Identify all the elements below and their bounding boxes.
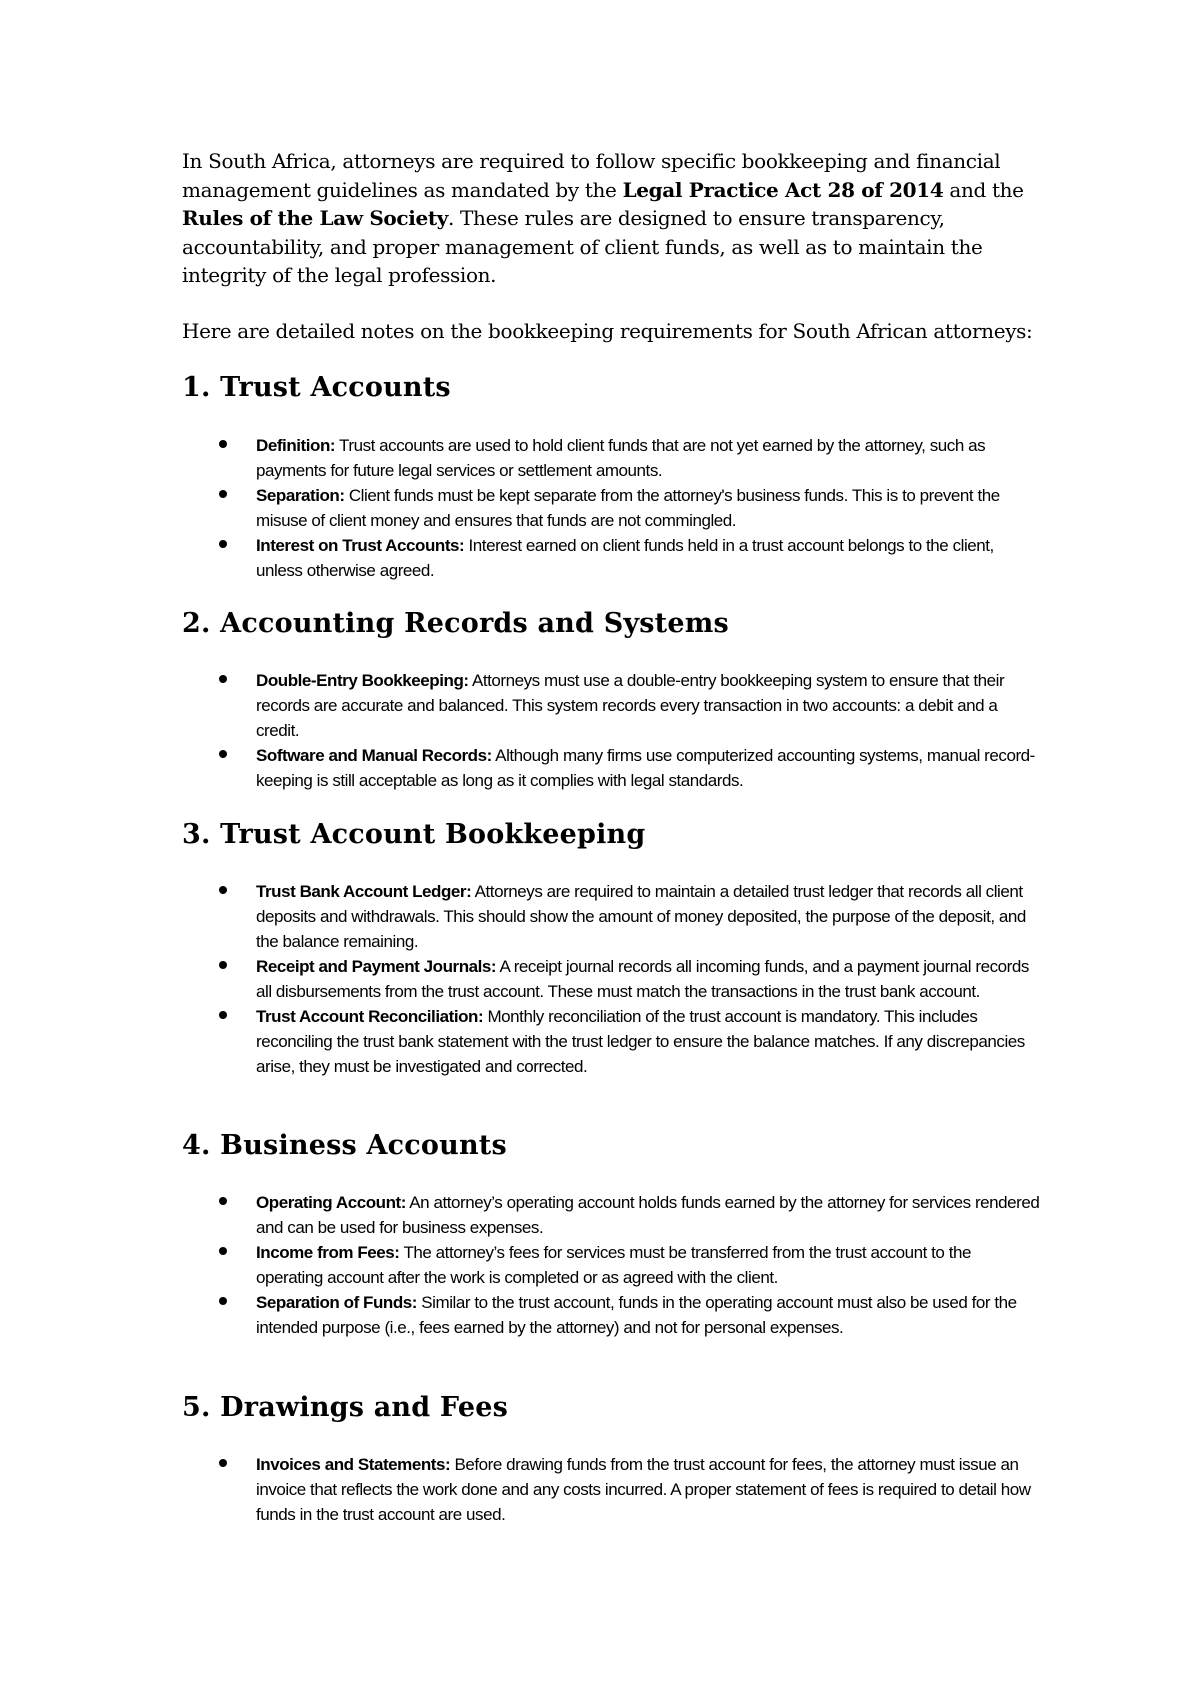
intro-text: and the: [943, 177, 1024, 202]
item-term: Separation of Funds:: [256, 1293, 418, 1312]
bullet-icon: [219, 1011, 227, 1019]
list-item: [182, 533, 1042, 583]
list-item: [182, 1290, 1042, 1340]
item-text: Although many firms use computerized accounting systems, manual record-keeping is still acceptable as long as it complies with legal standards.: [256, 746, 1035, 790]
item-text: Trust accounts are used to hold client funds that are not yet earned by the attorney, such as payments for future legal services or settlement amounts.: [256, 436, 986, 480]
section-heading: 5. Drawings and Fees: [182, 1392, 508, 1423]
item-text: An attorney’s operating account holds funds earned by the attorney for services rendered and can be used for business expenses.: [256, 1193, 1040, 1237]
act-name: Legal Practice Act 28 of 2014: [622, 177, 944, 202]
item-text: Attorneys are required to maintain a detailed trust ledger that records all client deposits and withdrawals. This should show the amount of money deposited, the purpose of the deposit, and the balance remaining.: [256, 882, 1026, 951]
item-text: Monthly reconciliation of the trust account is mandatory. This includes reconciling the trust bank statement with the trust ledger to ensure the balance matches. If any discrepancies arise, they must be investigated and corrected.: [256, 1007, 1025, 1076]
item-term: Software and Manual Records:: [256, 746, 492, 765]
item-term: Interest on Trust Accounts:: [256, 536, 465, 555]
bullet-icon: [219, 1247, 227, 1255]
item-text: Interest earned on client funds held in a trust account belongs to the client, unless otherwise agreed.: [256, 536, 994, 580]
bullet-icon: [219, 1197, 227, 1205]
item-term: Double-Entry Bookkeeping:: [256, 671, 469, 690]
section-heading: 3. Trust Account Bookkeeping: [182, 819, 646, 850]
item-term: Invoices and Statements:: [256, 1455, 451, 1474]
bullet-icon: [219, 1459, 227, 1467]
item-text: The attorney’s fees for services must be transferred from the trust account to the operating account after the work is completed or as agreed with the client.: [256, 1243, 971, 1287]
list-item: [182, 954, 1042, 1004]
list-item: [182, 1452, 1042, 1527]
bullet-icon: [219, 750, 227, 758]
item-term: Receipt and Payment Journals:: [256, 957, 497, 976]
section-heading: 4. Business Accounts: [182, 1130, 507, 1161]
section-list: [182, 1452, 1042, 1527]
bullet-icon: [219, 440, 227, 448]
intro-text: In South Africa, attorneys are required to follow specific bookkeeping and financial management guidelines as mandated by the: [182, 149, 1001, 202]
item-term: Trust Account Reconciliation:: [256, 1007, 484, 1026]
section-list: [182, 1190, 1042, 1340]
bullet-icon: [219, 490, 227, 498]
bullet-icon: [219, 961, 227, 969]
list-item: [182, 879, 1042, 954]
item-term: Definition:: [256, 436, 336, 455]
item-text: Attorneys must use a double-entry bookkeeping system to ensure that their records are accurate and balanced. This system records every transaction in two accounts: a debit and a credit.: [256, 671, 1005, 740]
bullet-icon: [219, 540, 227, 548]
section-list: [182, 879, 1042, 1079]
item-text: Before drawing funds from the trust account for fees, the attorney must issue an invoice that reflects the work done and any costs incurred. A proper statement of fees is required to detail how funds in the trust account are used.: [256, 1455, 1031, 1524]
item-term: Income from Fees:: [256, 1243, 400, 1262]
bullet-icon: [219, 675, 227, 683]
list-item: [182, 1190, 1042, 1240]
item-term: Separation:: [256, 486, 345, 505]
bullet-icon: [219, 1297, 227, 1305]
lead-paragraph: Here are detailed notes on the bookkeeping requirements for South African attorneys:: [182, 319, 1033, 343]
item-term: Operating Account:: [256, 1193, 406, 1212]
section-heading: 2. Accounting Records and Systems: [182, 608, 729, 639]
section-list: [182, 433, 1042, 583]
list-item: [182, 1004, 1042, 1079]
intro-paragraph: [182, 147, 1042, 290]
list-item: [182, 668, 1042, 743]
section-list: [182, 668, 1042, 793]
item-text: A receipt journal records all incoming funds, and a payment journal records all disbursements from the trust account. These must match the transactions in the trust bank account.: [256, 957, 1029, 1001]
bullet-icon: [219, 886, 227, 894]
list-item: [182, 483, 1042, 533]
list-item: [182, 433, 1042, 483]
list-item: [182, 1240, 1042, 1290]
section-heading: 1. Trust Accounts: [182, 372, 451, 403]
rules-name: Rules of the Law Society: [182, 206, 449, 230]
intro-text: . These rules are designed to ensure transparency, accountability, and proper management of client funds, as well as to maintain the integrity of the legal profession.: [182, 206, 983, 287]
list-item: [182, 743, 1042, 793]
item-text: Similar to the trust account, funds in the operating account must also be used for the intended purpose (i.e., fees earned by the attorney) and not for personal expenses.: [256, 1293, 1017, 1337]
item-text: Client funds must be kept separate from the attorney's business funds. This is to prevent the misuse of client money and ensures that funds are not commingled.: [256, 486, 1000, 530]
item-term: Trust Bank Account Ledger:: [256, 882, 472, 901]
